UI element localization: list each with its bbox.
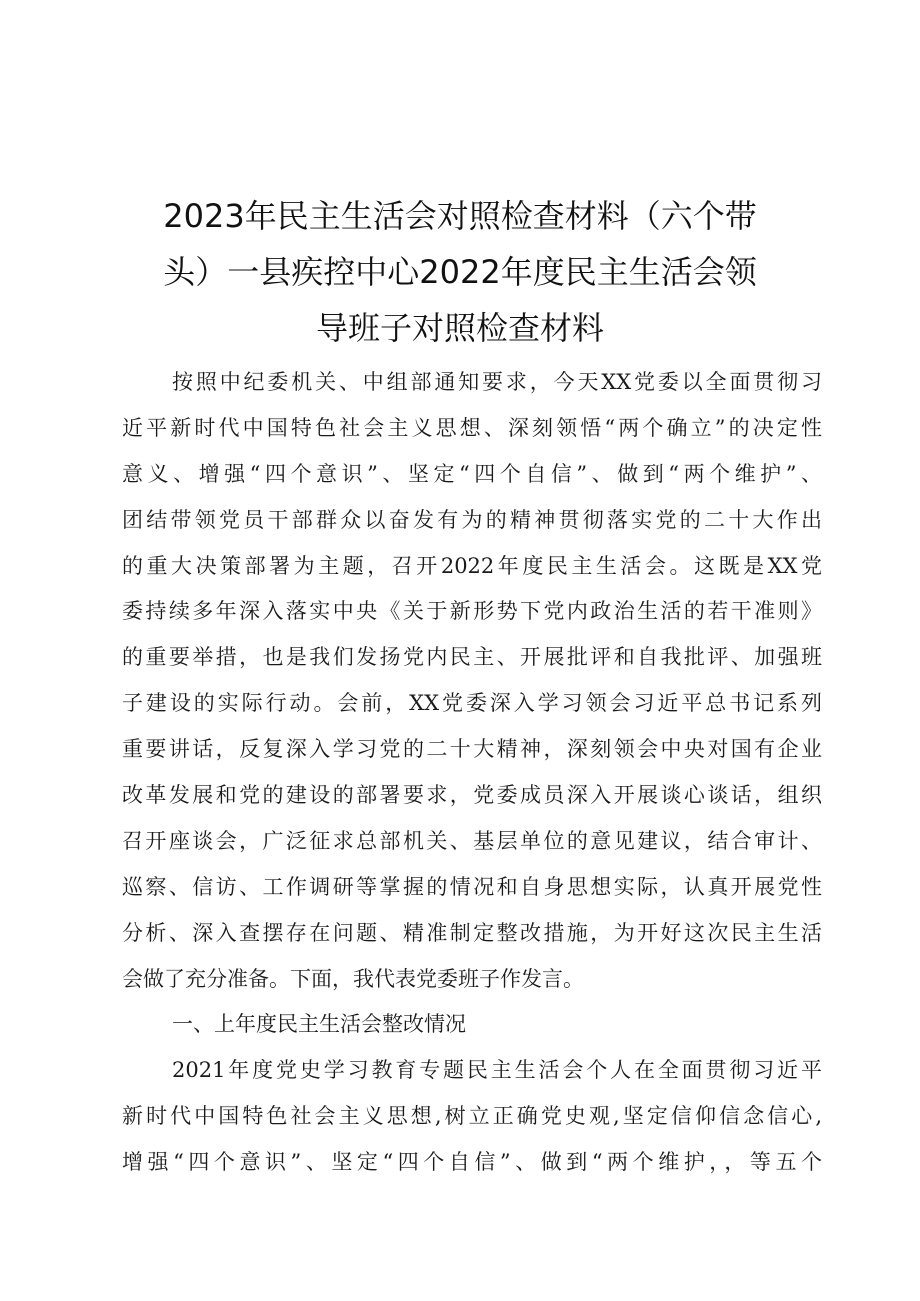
paragraph-line: 子建设的实际行动。会前，XX党委深入学习领会习近平总书记系列 — [122, 691, 822, 716]
paragraph-line: 意义、增强“四个意识”、坚定“四个自信”、做到“两个维护”、 — [122, 461, 822, 486]
section-heading-text: 一、上年度民主生活会整改情况 — [172, 1012, 466, 1037]
paragraph-line: 重要讲话，反复深入学习党的二十大精神，深刻领会中央对国有企业 — [122, 737, 822, 762]
paragraph-line: 改革发展和党的建设的部署要求，党委成员深入开展谈心谈话，组织 — [122, 783, 822, 808]
paragraph-line: 召开座谈会，广泛征求总部机关、基层单位的意见建议，结合审计、 — [122, 828, 822, 853]
intro-paragraph — [122, 360, 822, 1002]
paragraph-line: 增强“四个意识”、坚定“四个自信”、做到“两个维护，，等五个 — [122, 1150, 822, 1175]
section-heading — [122, 1002, 822, 1048]
title-line: 导班子对照检查材料 — [315, 309, 604, 347]
paragraph-line: 2021年度党史学习教育专题民主生活会个人在全面贯彻习近平 — [172, 1058, 822, 1083]
paragraph-line: 团结带领党员干部群众以奋发有为的精神贯彻落实党的二十大作出 — [122, 507, 822, 532]
title-line: 头）一县疾控中心2022年度民主生活会领 — [163, 253, 757, 291]
document-body — [122, 360, 822, 1186]
paragraph-line: 的重大决策部署为主题，召开2022年度民主生活会。这既是XX党 — [122, 553, 822, 578]
paragraph-line: 分析、深入查摆存在问题、精准制定整改措施，为开好这次民主生活 — [122, 920, 822, 945]
paragraph-line: 新时代中国特色社会主义思想,树立正确党史观,坚定信仰信念信心, — [122, 1104, 822, 1129]
paragraph-line: 会做了充分准备。下面，我代表党委班子作发言。 — [122, 966, 584, 991]
paragraph-line: 近平新时代中国特色社会主义思想、深刻领悟“两个确立”的决定性 — [122, 415, 822, 440]
document-title — [120, 188, 800, 356]
rectification-paragraph — [122, 1048, 822, 1186]
paragraph-line: 按照中纪委机关、中组部通知要求，今天XX党委以全面贯彻习 — [172, 370, 822, 394]
title-line: 2023年民主生活会对照检查材料（六个带 — [163, 197, 757, 235]
paragraph-line: 巡察、信访、工作调研等掌握的情况和自身思想实际，认真开展党性 — [122, 874, 822, 899]
paragraph-line: 的重要举措，也是我们发扬党内民主、开展批评和自我批评、加强班 — [122, 645, 822, 670]
paragraph-line: 委持续多年深入落实中央《关于新形势下党内政治生活的若干准则》 — [122, 599, 822, 624]
